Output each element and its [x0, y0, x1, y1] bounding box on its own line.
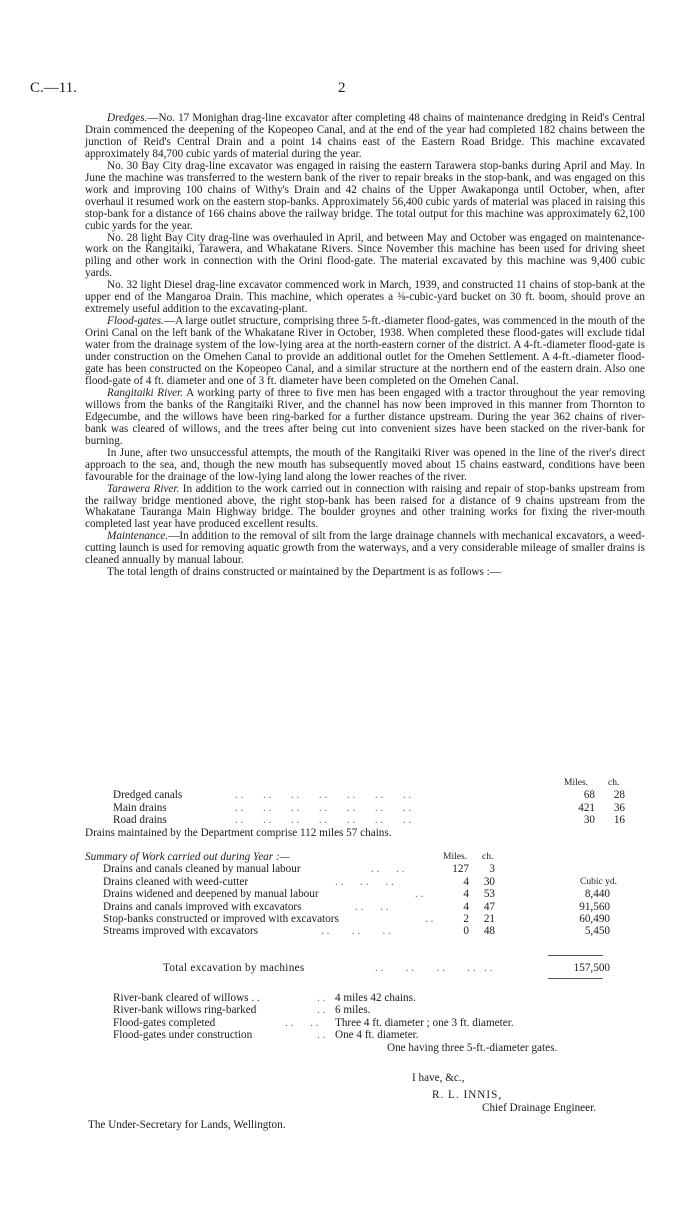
- table-row: Drains and canals cleaned by manual labour . . . . 127 3: [103, 863, 495, 876]
- table-row: Stop-banks constructed or improved with excavators . . 2 21 60,490: [103, 912, 610, 925]
- summary-header: [85, 851, 645, 863]
- addressee: The Under-Secretary for Lands, Wellington.: [88, 1119, 286, 1131]
- col-header-ch: ch.: [608, 778, 620, 788]
- paragraph-dredges: Dredges.—No. 17 Monighan drag-line excavator after completing 48 chains of maintenance dredging in Reid's Central Drain commenced the deepening of the Kopeopeo Canal, and at the end of the year had completed 182 chains between the junction of Reid's Central Drain and a point 14 chains east of the Eastern Road Bridge. This machine excavated approximately 84,700 cubic yards of material during the year.: [85, 112, 645, 160]
- page-number: 2: [338, 80, 346, 96]
- drains-table-header: [85, 777, 645, 789]
- summary-total: Total excavation by machines . . . . . . . . . . 157,500: [163, 962, 610, 974]
- col-header-miles: Miles.: [564, 778, 589, 788]
- paragraph-rangitaiki: Rangitaiki River. A working party of three to five men has been engaged with a tractor throughout the year removing willows from the banks of the Rangitaiki River, and the channel has now been improved in this manner from Thornton to Edgecumbe, and the willows have been ring-barked for a further distance upstream. During the year 362 chains of river-bank was cleared of willows, and the trees after being cut into convenient sizes have been stacked on the river-bank for burning.: [85, 386, 646, 447]
- paragraph-no30: No. 30 Bay City drag-line excavator was engaged in raising the eastern Tarawera stop-banks during April and May. In June the machine was transferred to the western bank of the river to repair breaks in the stop-bank, and was engaged on this work and improving 100 chains of Withy's Drain and 42 chains of the Upper Awakaponga until October, when, after overhaul it resumed work on the eastern stop-banks. Approximately 56,400 cubic yards of material was placed in raising this stop-bank for a distance of 166 chains above the railway bridge. The total output for this machine was approximately 62,100 cubic yards for the year.: [85, 159, 645, 232]
- table-row: Road drains . . . . . . . . . . . . . . 30 16: [113, 814, 625, 827]
- table-row: Drains cleaned with weed-cutter . . . . . . 4 30 Cubic yd.: [103, 875, 617, 888]
- col-header-miles: Miles.: [443, 852, 468, 862]
- list-item: Flood-gates completed . . . . Three 4 ft. diameter ; one 3 ft. diameter.: [113, 1016, 514, 1029]
- paragraph-flood-gates: Flood-gates.—A large outlet structure, comprising three 5-ft.-diameter flood-gates, was commenced in the mouth of the Orini Canal on the left bank of the Whakatane River in October, 1938. When completed these flood-gates will exclude tidal water from the drainage system of the low-lying area at the north-eastern corner of the district. A 4-ft.-diameter flood-gate is under construction on the Omehen Canal to provide an additional outlet for the Omehen Settlement. A 4-ft.-diameter flood-gate has been constructed on the Kopeopeo Canal, and a similar structure at the northern end of the eastern drain. Also one flood-gate of 4 ft. diameter and one of 3 ft. diameter have been completed on the Omehen Canal.: [85, 315, 645, 387]
- total-value: 157,500: [573, 962, 610, 974]
- col-header-ch: ch.: [482, 852, 494, 862]
- list-item: River-bank willows ring-barked . . 6 miles.: [113, 1004, 371, 1017]
- signatory-title: Chief Drainage Engineer.: [482, 1102, 597, 1114]
- report-code: C.—11.: [30, 80, 77, 96]
- list-item-continuation: One having three 5-ft.-diameter gates.: [387, 1041, 558, 1054]
- paragraph-no32: No. 32 light Diesel drag-line excavator commenced work in March, 1939, and constructed 11 chains of stop-bank at the upper end of the Mangaroa Drain. This machine, which operates a ⅜-cubic-yard bucket on 30 ft. boom, should prove an extremely useful addition to the excavating-plant.: [85, 279, 645, 316]
- total-label: Total excavation by machines: [163, 962, 305, 974]
- table-row: Main drains . . . . . . . . . . . . . . 421 36: [113, 801, 625, 814]
- extras-list: [85, 992, 645, 1054]
- table-row: Streams improved with excavators . . . . . . 0 48 5,450: [103, 925, 610, 938]
- list-item: Flood-gates under construction . . One 4 ft. diameter.: [113, 1029, 419, 1042]
- table-row: Dredged canals . . . . . . . . . . . . . . 68 28: [113, 789, 625, 802]
- paragraph-no28: No. 28 light Bay City drag-line was overhauled in April, and between May and October was engaged on maintenance-work on the Rangitaiki, Tarawera, and Whakatane Rivers. Since November this machine has been used for driving sheet piling and other work in connection with the Orini flood-gate. The material excavated by this machine was 9,400 cubic yards.: [85, 231, 645, 280]
- table-row: Drains and canals improved with excavators . . . . 4 47 91,560: [103, 900, 610, 913]
- paragraph-maintenance: Maintenance.—In addition to the removal of silt from the large drainage channels with mechanical excavators, a weed-cutting launch is used for removing aquatic growth from the waterways, and a very considerable mileage of smaller drains is cleaned annually by manual labour.: [85, 530, 645, 567]
- table-row: Drains widened and deepened by manual labour . . 4 53 8,440: [103, 888, 610, 901]
- closing-line: I have, &c.,: [412, 1072, 465, 1084]
- summary-title: Summary of Work carried out during Year :—: [85, 851, 290, 863]
- subtotal-rule: [548, 955, 603, 956]
- signatory-name: R. L. INNIS,: [432, 1089, 503, 1101]
- body-text: [85, 113, 645, 579]
- paragraph-river-mouth: In June, after two unsuccessful attempts, the mouth of the Rangitaiki River was opened in the line of the river's direct approach to the sea, and, though the new mouth has subsequently moved about 15 chains eastward, conditions have been favourable for the drainage of the low-lying land along the lower reaches of the river.: [85, 446, 645, 483]
- paragraph-tarawera: Tarawera River. In addition to the work carried out in connection with raising and repair of stop-banks upstream from the railway bridge mentioned above, the right stop-bank has been raised for a distance of 9 chains upstream from the Whakatane Tauranga Main Highway bridge. The boulder groynes and other training works for fixing the river-mouth completed last year have produced excellent results.: [85, 482, 645, 531]
- summary-table: [85, 851, 645, 938]
- list-item: River-bank cleared of willows . . . . 4 miles 42 chains.: [113, 992, 416, 1004]
- col-header-cubic: Cubic yd.: [580, 876, 617, 887]
- drains-table: [85, 777, 645, 839]
- total-rule: [548, 978, 603, 979]
- paragraph-total-length: The total length of drains constructed or maintained by the Department is as follows :—: [107, 566, 501, 579]
- drains-note: Drains maintained by the Department comprise 112 miles 57 chains.: [85, 826, 392, 839]
